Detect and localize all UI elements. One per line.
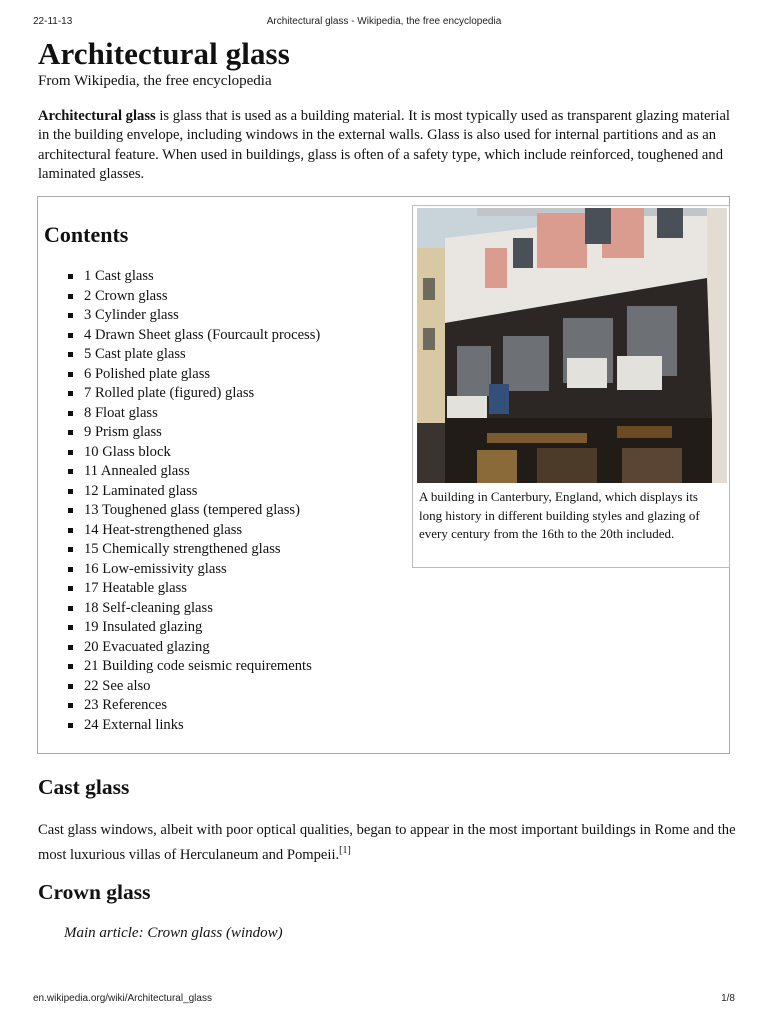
cast-glass-text: Cast glass windows, albeit with poor optical qualities, began to appear in the most important buildings in Rome and the most luxurious villas of Herculaneum and Pompeii. — [38, 822, 736, 863]
toc-item[interactable]: 22 See also — [66, 677, 320, 697]
print-header — [0, 16, 768, 30]
main-article-link[interactable]: Main article: Crown glass (window) — [64, 925, 283, 941]
section-heading-crown-glass: Crown glass — [38, 880, 151, 904]
toc-item[interactable]: 7 Rolled plate (figured) glass — [66, 384, 320, 404]
print-date: 22-11-13 — [33, 16, 73, 27]
print-page-title: Architectural glass - Wikipedia, the free encyclopedia — [266, 16, 502, 27]
intro-bold-term: Architectural glass — [38, 108, 156, 124]
print-footer — [0, 993, 768, 1007]
figure-caption: A building in Canterbury, England, which displays its long history in different building styles and glazing of every century from the 16th to the 20th included. — [419, 489, 700, 541]
toc-item[interactable]: 9 Prism glass — [66, 423, 320, 443]
page-subtitle: From Wikipedia, the free encyclopedia — [38, 73, 272, 89]
toc-item[interactable]: 4 Drawn Sheet glass (Fourcault process) — [66, 326, 320, 346]
toc-item[interactable]: 8 Float glass — [66, 404, 320, 424]
toc-item[interactable]: 17 Heatable glass — [66, 579, 320, 599]
toc-item[interactable]: 19 Insulated glazing — [66, 618, 320, 638]
toc-item[interactable]: 5 Cast plate glass — [66, 345, 320, 365]
intro-paragraph — [38, 107, 738, 185]
toc-item[interactable]: 10 Glass block — [66, 443, 320, 463]
toc-item[interactable]: 11 Annealed glass — [66, 462, 320, 482]
toc-item[interactable]: 20 Evacuated glazing — [66, 638, 320, 658]
toc-item[interactable]: 16 Low-emissivity glass — [66, 560, 320, 580]
toc-item[interactable]: 18 Self-cleaning glass — [66, 599, 320, 619]
toc-item[interactable]: 2 Crown glass — [66, 287, 320, 307]
toc-item[interactable]: 15 Chemically strengthened glass — [66, 540, 320, 560]
intro-text: is glass that is used as a building material. It is most typically used as transparent glazing material in the building envelope, including windows in the external walls. Glass is also used for internal partitions and as an architectural feature. When used in buildings, glass is often of a safety type, which include reinforced, toughened and laminated glasses. — [38, 108, 730, 183]
toc-item[interactable]: 14 Heat-strengthened glass — [66, 521, 320, 541]
page-number: 1/8 — [721, 993, 735, 1004]
toc-list — [66, 267, 320, 735]
toc-item[interactable]: 3 Cylinder glass — [66, 306, 320, 326]
page-title: Architectural glass — [38, 36, 290, 71]
toc-item[interactable]: 1 Cast glass — [66, 267, 320, 287]
toc-title: Contents — [44, 222, 129, 247]
cast-glass-paragraph — [38, 821, 738, 865]
reference-link[interactable]: [1] — [339, 844, 351, 856]
footer-url: en.wikipedia.org/wiki/Architectural_glass — [33, 993, 212, 1004]
toc-item[interactable]: 21 Building code seismic requirements — [66, 657, 320, 677]
toc-item[interactable]: 13 Toughened glass (tempered glass) — [66, 501, 320, 521]
toc-item[interactable]: 12 Laminated glass — [66, 482, 320, 502]
toc-item[interactable]: 6 Polished plate glass — [66, 365, 320, 385]
toc-item[interactable]: 24 External links — [66, 716, 320, 736]
section-heading-cast-glass: Cast glass — [38, 775, 130, 799]
building-photo[interactable] — [417, 208, 727, 483]
toc-item[interactable]: 23 References — [66, 696, 320, 716]
